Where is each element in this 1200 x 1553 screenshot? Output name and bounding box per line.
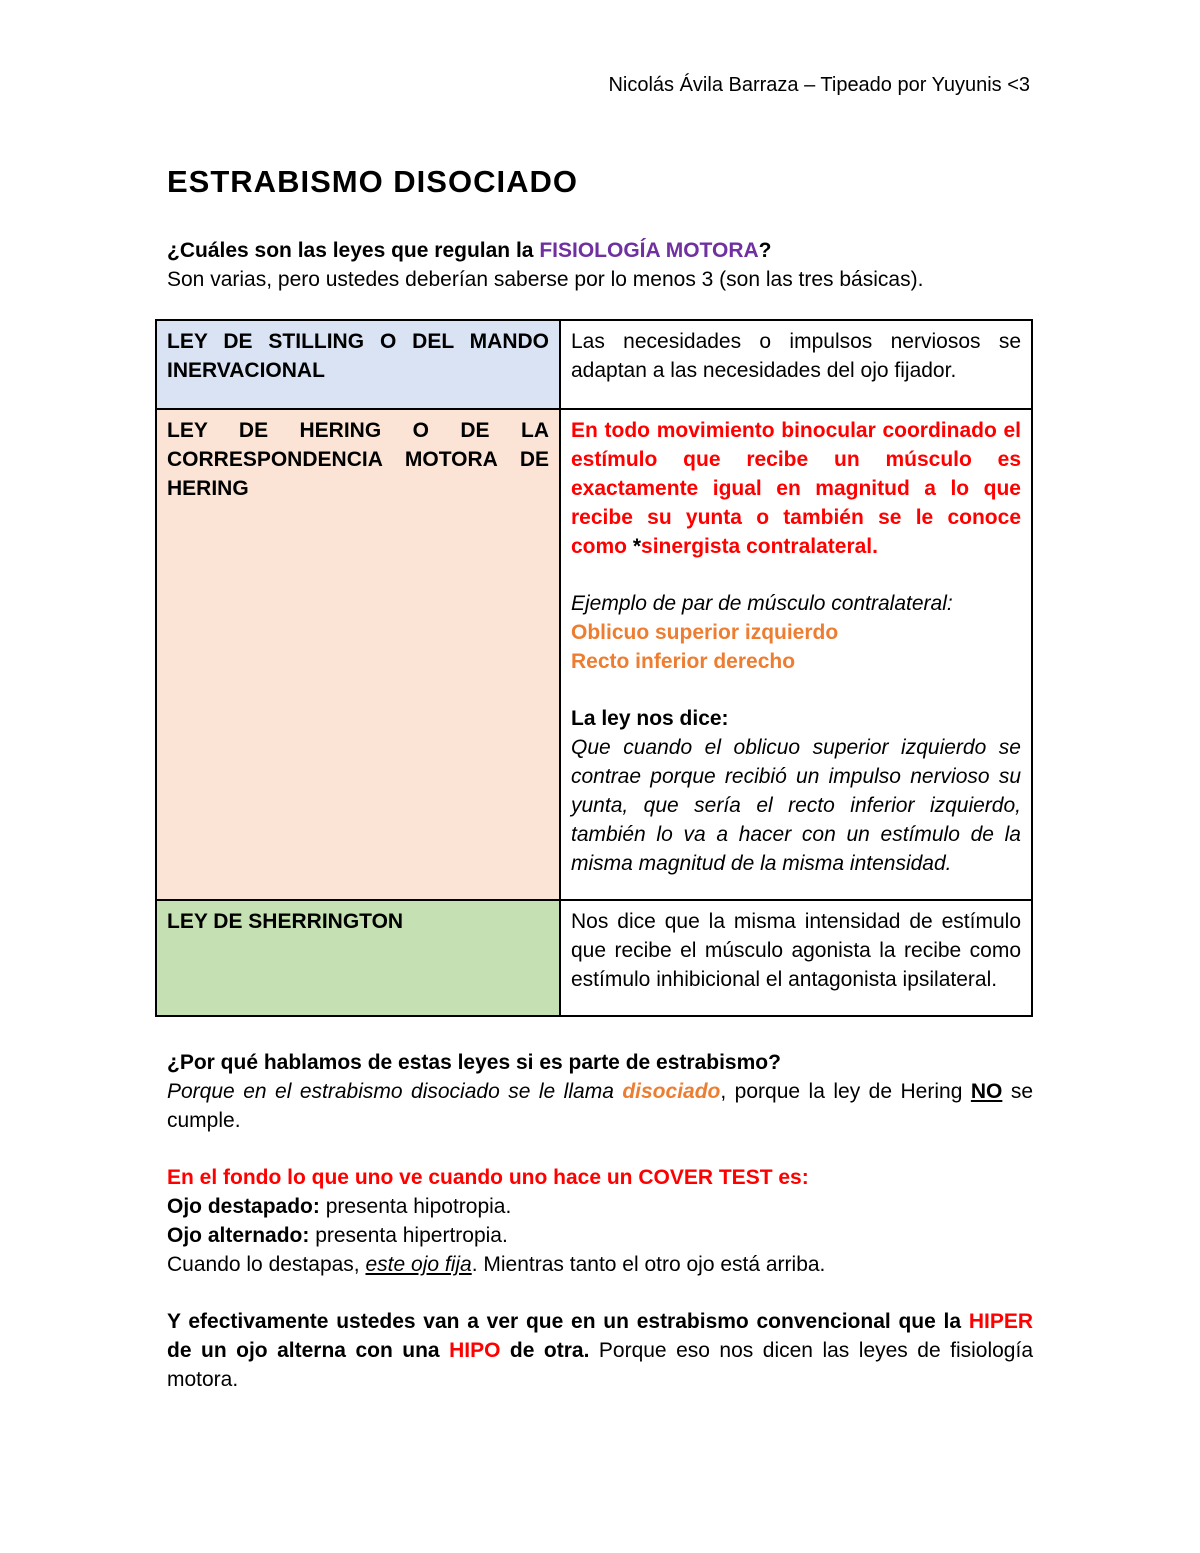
law-name-hering: LEY DE HERING O DE LA CORRESPONDENCIA MOTORA DE HERING xyxy=(156,409,560,900)
conclusion: Y efectivamente ustedes van a ver que en un estrabismo convencional que la HIPER de un ojo alterna con una HIPO de otra. Porque eso nos dicen las leyes de fisiología motora. xyxy=(167,1310,1033,1391)
law-name-sherrington: LEY DE SHERRINGTON xyxy=(156,900,560,1016)
table-row xyxy=(156,900,1032,1016)
page-title: ESTRABISMO DISOCIADO xyxy=(167,164,578,199)
question-prefix: ¿Cuáles son las leyes que regulan la xyxy=(167,239,540,262)
section2-answer: Porque en el estrabismo disociado se le llama disociado, porque la ley de Hering NO se cumple. xyxy=(167,1080,1034,1132)
example-muscle-2: Recto inferior derecho xyxy=(571,650,796,673)
law-says-text: Que cuando el oblicuo superior izquierdo se contrae porque recibió un impulso nervioso su yunta, que sería el recto inferior izquierdo, también lo va a hacer con un estímulo de la misma magnitud de la misma intensidad. xyxy=(571,736,1021,875)
law-desc-stilling: Las necesidades o impulsos nerviosos se adaptan a las necesidades del ojo fijador. xyxy=(560,320,1032,409)
section2-question: ¿Por qué hablamos de estas leyes si es parte de estrabismo? xyxy=(167,1051,781,1074)
table-row xyxy=(156,320,1032,409)
cover-test-line-2: Ojo alternado: presenta hipertropia. xyxy=(167,1224,508,1247)
intro-question xyxy=(167,236,1037,265)
example-label: Ejemplo de par de músculo contralateral: xyxy=(571,592,953,615)
law-desc-hering xyxy=(560,409,1032,900)
law-name-stilling: LEY DE STILLING O DEL MANDO INERVACIONAL xyxy=(156,320,560,409)
table-row xyxy=(156,409,1032,900)
page-header: Nicolás Ávila Barraza – Tipeado por Yuyunis <3 xyxy=(608,74,1030,96)
cover-test-line-1: Ojo destapado: presenta hipotropia. xyxy=(167,1195,512,1218)
law-desc-sherrington: Nos dice que la misma intensidad de estímulo que recibe el músculo agonista la recibe como estímulo inhibicional el antagonista ipsilateral. xyxy=(560,900,1032,1016)
cover-test-line-3: Cuando lo destapas, este ojo fija. Mientras tanto el otro ojo está arriba. xyxy=(167,1253,826,1276)
question-highlight: FISIOLOGÍA MOTORA xyxy=(539,239,759,262)
laws-table xyxy=(155,319,1033,1017)
body-text xyxy=(167,1048,1033,1394)
law-says-label: La ley nos dice: xyxy=(571,707,729,730)
cover-test-heading: En el fondo lo que uno ve cuando uno hace un COVER TEST es: xyxy=(167,1166,809,1189)
question-suffix: ? xyxy=(758,239,772,262)
intro-answer: Son varias, pero ustedes deberían saberse por lo menos 3 (son las tres básicas). xyxy=(167,268,924,291)
hering-definition: En todo movimiento binocular coordinado el estímulo que recibe un músculo es exactamente igual en magnitud a lo que recibe su yunta o también se le conoce como *sinergista contralateral. xyxy=(571,419,1021,558)
example-muscle-1: Oblicuo superior izquierdo xyxy=(571,621,839,644)
intro-section xyxy=(167,236,1037,294)
